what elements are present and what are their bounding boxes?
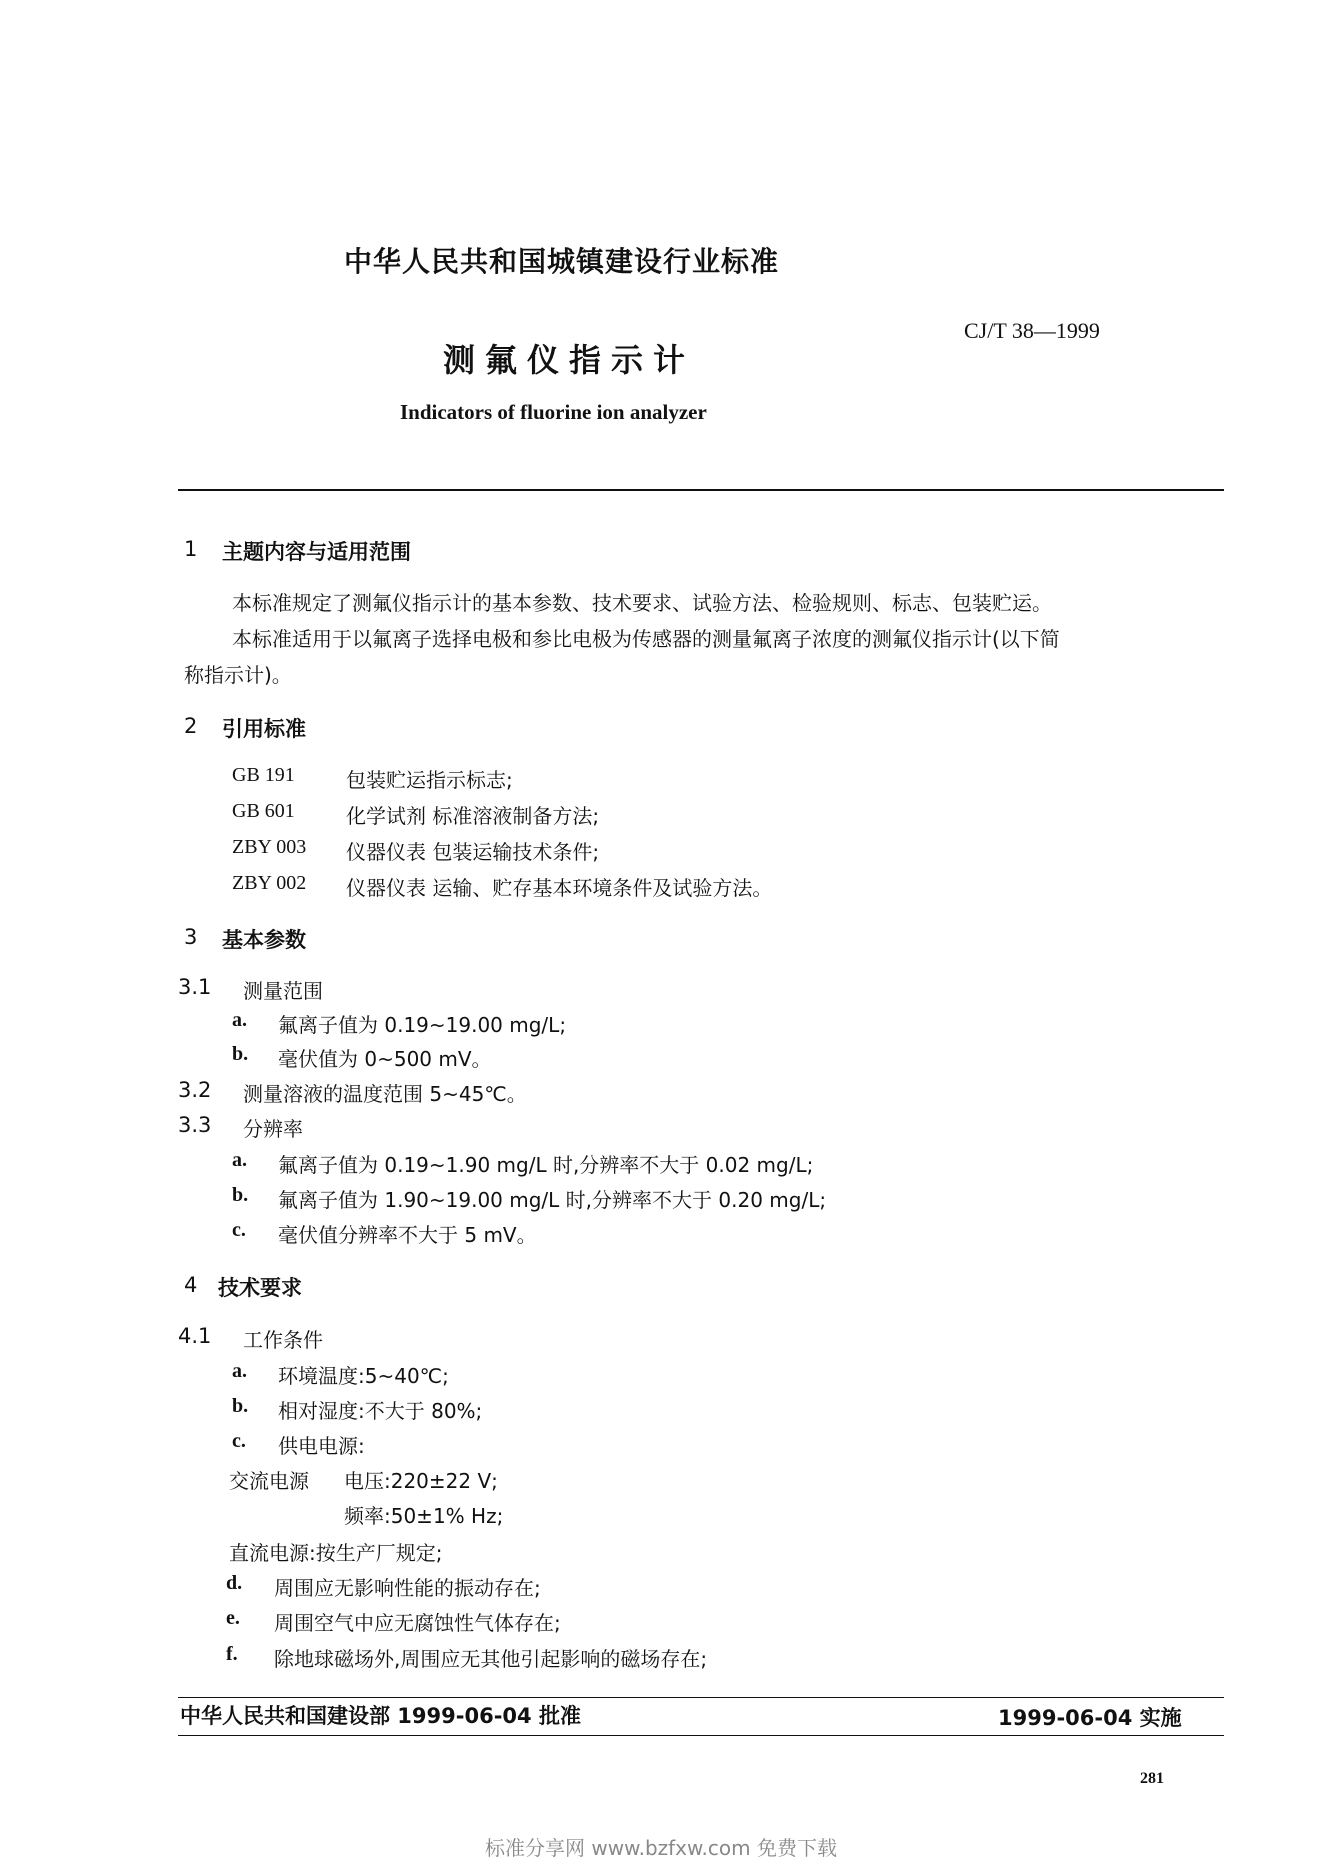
ac-power-label: 交流电源: [229, 1469, 309, 1493]
issuing-organization: 中华人民共和国城镇建设行业标准: [344, 245, 780, 278]
approval-statement: 中华人民共和国建设部 1999-06-04 批准: [180, 1704, 581, 1728]
section-3-number: 3: [184, 925, 198, 949]
reference-text: 包装贮运指示标志;: [346, 768, 513, 792]
footer-bottom-rule: [178, 1735, 1224, 1736]
subsection-3-3-number: 3.3: [178, 1113, 212, 1137]
subsection-3-1-title: 测量范围: [243, 979, 323, 1003]
section-4-title: 技术要求: [218, 1276, 302, 1300]
item-label: c.: [232, 1430, 246, 1452]
section-1-paragraph-2-cont: 称指示计)。: [184, 663, 292, 687]
page-number: 281: [1140, 1770, 1164, 1787]
item-text: 供电电源:: [278, 1434, 365, 1458]
subsection-4-1-number: 4.1: [178, 1324, 212, 1348]
ac-frequency: 频率:50±1% Hz;: [344, 1504, 504, 1528]
reference-text: 化学试剂 标准溶液制备方法;: [346, 804, 600, 828]
reference-code: ZBY 003: [232, 836, 307, 858]
item-text: 周围应无影响性能的振动存在;: [274, 1576, 541, 1600]
item-label: b.: [232, 1184, 249, 1206]
item-text: 氟离子值为 0.19~19.00 mg/L;: [278, 1013, 567, 1037]
item-text: 周围空气中应无腐蚀性气体存在;: [274, 1611, 561, 1635]
item-label: b.: [232, 1395, 249, 1417]
ac-voltage: 电压:220±22 V;: [344, 1469, 498, 1493]
item-label: a.: [232, 1009, 247, 1031]
reference-text: 仪器仪表 包装运输技术条件;: [346, 840, 600, 864]
document-title-english: Indicators of fluorine ion analyzer: [400, 400, 707, 424]
subsection-4-1-title: 工作条件: [243, 1328, 323, 1352]
item-label: c.: [232, 1219, 246, 1241]
reference-code: GB 601: [232, 800, 295, 822]
section-1-paragraph-1: 本标准规定了测氟仪指示计的基本参数、技术要求、试验方法、检验规则、标志、包装贮运。: [232, 591, 1052, 615]
section-2-number: 2: [184, 714, 198, 738]
item-text: 毫伏值为 0~500 mV。: [278, 1047, 492, 1071]
implementation-date: 1999-06-04 实施: [998, 1706, 1182, 1730]
item-text: 相对湿度:不大于 80%;: [278, 1399, 483, 1423]
reference-text: 仪器仪表 运输、贮存基本环境条件及试验方法。: [346, 876, 773, 900]
watermark: 标准分享网 www.bzfxw.com 免费下载: [485, 1836, 837, 1860]
item-label: b.: [232, 1043, 249, 1065]
item-label: f.: [226, 1643, 238, 1665]
subsection-3-2-title: 测量溶液的温度范围 5~45℃。: [243, 1082, 527, 1106]
item-label: d.: [226, 1572, 243, 1594]
section-2-title: 引用标准: [222, 717, 306, 741]
reference-code: ZBY 002: [232, 872, 307, 894]
subsection-3-3-title: 分辨率: [243, 1117, 303, 1141]
item-label: a.: [232, 1149, 247, 1171]
subsection-3-2-number: 3.2: [178, 1078, 212, 1102]
section-1-title: 主题内容与适用范围: [222, 540, 411, 564]
section-1-number: 1: [184, 537, 198, 561]
footer-divider: [178, 1697, 1224, 1698]
header-divider: [178, 489, 1224, 491]
section-3-title: 基本参数: [222, 928, 306, 952]
item-text: 氟离子值为 1.90~19.00 mg/L 时,分辨率不大于 0.20 mg/L;: [278, 1188, 827, 1212]
section-4-number: 4: [184, 1273, 198, 1297]
document-title: 测氟仪指示计: [443, 341, 696, 379]
reference-code: GB 191: [232, 764, 295, 786]
section-1-paragraph-2: 本标准适用于以氟离子选择电极和参比电极为传感器的测量氟离子浓度的测氟仪指示计(以下简: [232, 627, 1060, 651]
item-label: e.: [226, 1607, 240, 1629]
item-text: 除地球磁场外,周围应无其他引起影响的磁场存在;: [274, 1647, 708, 1671]
subsection-3-1-number: 3.1: [178, 975, 212, 999]
item-label: a.: [232, 1360, 247, 1382]
dc-power: 直流电源:按生产厂规定;: [229, 1541, 443, 1565]
item-text: 氟离子值为 0.19~1.90 mg/L 时,分辨率不大于 0.02 mg/L;: [278, 1153, 814, 1177]
item-text: 环境温度:5~40℃;: [278, 1364, 449, 1388]
standard-code: CJ/T 38—1999: [964, 318, 1100, 343]
item-text: 毫伏值分辨率不大于 5 mV。: [278, 1223, 537, 1247]
